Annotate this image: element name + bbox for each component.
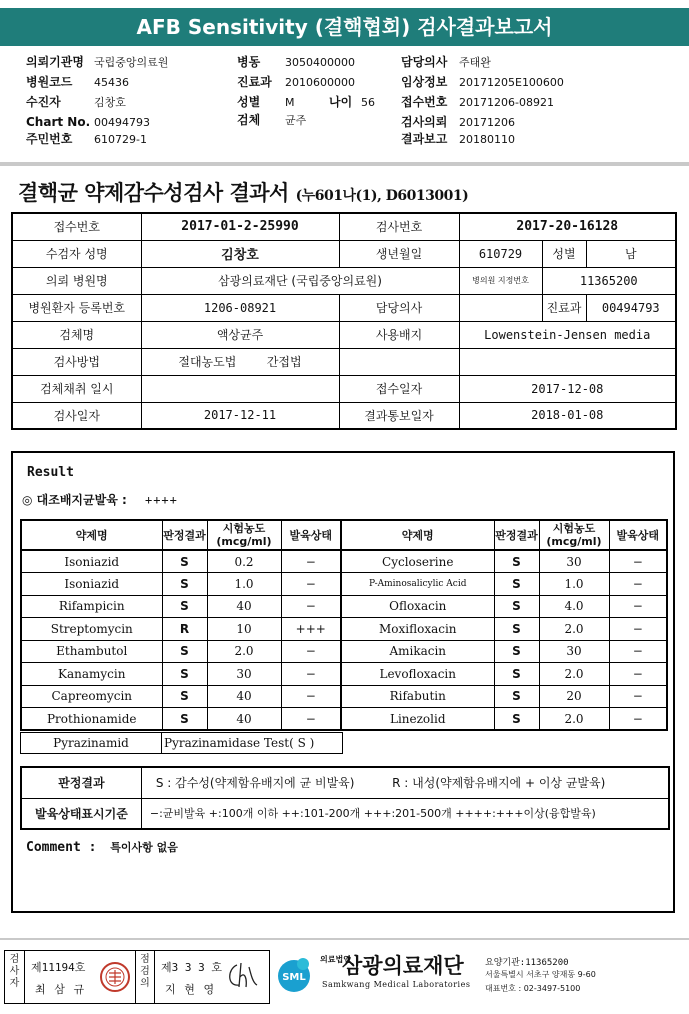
method-label: 검사방법	[12, 348, 141, 375]
drug-drug: Moxifloxacin	[341, 618, 494, 641]
drug-judge: S	[162, 595, 207, 618]
drug-conc: 1.0	[207, 573, 281, 596]
org-en: Samkwang Medical Laboratories	[322, 980, 471, 989]
drug-susceptibility-table	[20, 519, 668, 731]
control-medium-growth	[22, 491, 178, 508]
drug-growth: +++	[281, 618, 341, 641]
drug-judge: S	[162, 550, 207, 573]
legend-judge-label: 판정결과	[21, 767, 141, 798]
header-value: 00494793	[94, 116, 150, 129]
doctor	[459, 294, 542, 321]
header-key: 의뢰기관명	[26, 55, 84, 69]
inspector-label	[5, 951, 25, 1003]
doctor-label: 담당의사	[339, 294, 459, 321]
age-value: 56	[361, 96, 375, 109]
signature-box	[4, 950, 270, 1004]
drug-growth: −	[609, 573, 667, 596]
drug-drug: Levofloxacin	[341, 663, 494, 686]
drug-row	[21, 663, 667, 686]
header-value: 국립중앙의료원	[94, 56, 169, 69]
pyrazinamide-row	[20, 732, 343, 754]
sex: 남	[586, 240, 676, 267]
drug-conc: 40	[207, 685, 281, 708]
col-growth: 발육상태	[281, 520, 341, 550]
legend-table	[20, 766, 670, 830]
header-value: 김창호	[94, 96, 126, 109]
patient-name: 김창호	[141, 240, 339, 267]
inspector-seal-icon	[100, 962, 130, 992]
org-name: 삼광의료재단	[342, 954, 464, 978]
header-key: 수진자	[26, 95, 61, 109]
org-prefix: 의료법인	[320, 955, 351, 964]
inspector-name: 최 삼 규	[35, 983, 86, 996]
drug-drug: Amikacin	[341, 640, 494, 663]
header-value: 610729-1	[94, 133, 147, 146]
drug-conc: 40	[207, 595, 281, 618]
drug-judge: S	[494, 595, 539, 618]
tested-label: 검사일자	[12, 402, 141, 429]
header-key: 임상정보	[401, 75, 448, 89]
drug-conc: 4.0	[539, 595, 609, 618]
received-date: 2017-12-08	[459, 375, 676, 402]
notified-date: 2018-01-08	[459, 402, 676, 429]
header-key: 접수번호	[401, 95, 448, 109]
specimen: 액상균주	[141, 321, 339, 348]
col-growth: 발육상태	[609, 520, 667, 550]
drug-conc: 40	[207, 708, 281, 731]
designated-label: 병의원 지정번호	[459, 267, 542, 294]
pyra-drug: Pyrazinamid	[21, 733, 162, 753]
drug-row	[21, 618, 667, 641]
drug-conc: 10	[207, 618, 281, 641]
header-key: 결과보고	[401, 132, 448, 146]
comment-text: 특이사항 없음	[110, 841, 178, 854]
reg-label: 병원환자 등록번호	[12, 294, 141, 321]
header-key: 검체	[237, 113, 261, 127]
drug-conc: 2.0	[539, 618, 609, 641]
drug-drug: Kanamycin	[21, 663, 162, 686]
sml-logo-icon	[272, 952, 318, 998]
drug-growth: −	[609, 708, 667, 731]
drug-row	[21, 573, 667, 596]
header-value: 20171206	[459, 116, 515, 129]
drug-growth: −	[281, 573, 341, 596]
drug-row	[21, 708, 667, 731]
received-label: 접수일자	[339, 375, 459, 402]
col-judge: 판정결과	[494, 520, 539, 550]
drug-judge: S	[162, 640, 207, 663]
header-key: 병원코드	[26, 75, 73, 89]
result-label: Result	[27, 465, 74, 480]
drug-conc: 20	[539, 685, 609, 708]
org-addr-1: 요양기관:11365200	[485, 958, 569, 968]
header-key: 성별	[237, 95, 261, 109]
drug-judge: S	[494, 550, 539, 573]
header-col3	[401, 55, 601, 155]
tested-date: 2017-12-11	[141, 402, 339, 429]
drug-drug: Cycloserine	[341, 550, 494, 573]
drug-row	[21, 550, 667, 573]
header-separator	[0, 162, 689, 166]
col-judge: 판정결과	[162, 520, 207, 550]
drug-row	[21, 640, 667, 663]
legend-judge-s: S : 감수성(약제함유배지에 균 비발육)	[141, 767, 392, 798]
drug-rows	[21, 550, 667, 730]
drug-drug: Ethambutol	[21, 640, 162, 663]
drug-drug: Rifabutin	[341, 685, 494, 708]
report-banner-title: AFB Sensitivity (결핵협회) 검사결과보고서	[0, 8, 689, 46]
org-addr-2: 서울특별시 서초구 양재동 9-60	[485, 970, 596, 979]
header-value: 2010600000	[285, 76, 355, 89]
patient-label: 수검자 성명	[12, 240, 141, 267]
result-box	[11, 451, 675, 913]
drug-growth: −	[281, 595, 341, 618]
drug-judge: S	[494, 663, 539, 686]
test-no: 2017-20-16128	[459, 213, 676, 240]
header-key: 병동	[237, 55, 261, 69]
drug-growth: −	[609, 595, 667, 618]
comment	[26, 839, 178, 855]
drug-conc: 1.0	[539, 573, 609, 596]
drug-judge: S	[162, 663, 207, 686]
col-conc: 시험농도(mcg/ml)	[207, 520, 281, 550]
reception-no: 2017-01-2-25990	[141, 213, 339, 240]
reviewer-no: 제3 3 3 호	[161, 961, 222, 974]
dob: 610729	[459, 240, 542, 267]
collect	[141, 375, 339, 402]
header-value: 20171205E100600	[459, 76, 564, 89]
test-no-label: 검사번호	[339, 213, 459, 240]
header-value: 주태완	[459, 56, 491, 69]
drug-row	[21, 595, 667, 618]
header-key: 진료과	[237, 75, 272, 89]
drug-judge: S	[494, 573, 539, 596]
patient-info-table	[11, 212, 677, 430]
drug-judge: R	[162, 618, 207, 641]
header-value: 3050400000	[285, 56, 355, 69]
comment-label: Comment :	[26, 840, 97, 855]
header-key: 주민번호	[26, 132, 73, 146]
drug-growth: −	[281, 550, 341, 573]
empty-cell	[339, 348, 459, 375]
header-value: 45436	[94, 76, 129, 89]
drug-drug: P-Aminosalicylic Acid	[341, 573, 494, 596]
drug-conc: 2.0	[207, 640, 281, 663]
drug-drug: Capreomycin	[21, 685, 162, 708]
col-drug: 약제명	[21, 520, 162, 550]
header-key: Chart No.	[26, 115, 91, 129]
drug-conc: 30	[207, 663, 281, 686]
drug-row	[21, 685, 667, 708]
drug-growth: −	[281, 640, 341, 663]
drug-drug: Prothionamide	[21, 708, 162, 731]
drug-judge: S	[494, 708, 539, 731]
logo-mark: SML	[282, 972, 306, 983]
designated-no: 11365200	[542, 267, 676, 294]
drug-growth: −	[281, 708, 341, 731]
empty-cell	[459, 348, 676, 375]
media-label: 사용배지	[339, 321, 459, 348]
reviewer-name: 지 현 영	[165, 983, 216, 996]
drug-judge: S	[162, 708, 207, 731]
hospital-label: 의뢰 병원명	[12, 267, 141, 294]
legend-growth: −:균비발육 +:100개 이하 ++:101-200개 +++:201-500개 ++++:+++이상(융합발육)	[141, 798, 669, 829]
sex-label: 성별	[542, 240, 586, 267]
legend-judge-r: R : 내성(약제함유배지에 + 이상 균발육)	[392, 767, 669, 798]
drug-drug: Rifampicin	[21, 595, 162, 618]
drug-judge: S	[494, 685, 539, 708]
drug-drug: Streptomycin	[21, 618, 162, 641]
age-key: 나이	[329, 95, 353, 109]
drug-judge: S	[494, 640, 539, 663]
header-value: 20180110	[459, 133, 515, 146]
drug-drug: Linezolid	[341, 708, 494, 731]
drug-growth: −	[281, 685, 341, 708]
dept-label: 진료과	[542, 294, 586, 321]
reviewer-label-text: 점검의	[140, 954, 150, 989]
inspector-no: 제11194호	[31, 961, 86, 974]
drug-drug: Isoniazid	[21, 573, 162, 596]
header-value: M	[285, 96, 295, 109]
report-title-code: (누601나(1), D6013001)	[295, 188, 469, 204]
drug-judge: S	[162, 685, 207, 708]
drug-growth: −	[609, 663, 667, 686]
pyra-test: Pyrazinamidase Test( S )	[164, 736, 315, 750]
footer-separator	[0, 938, 689, 940]
control-value: ++++	[144, 493, 178, 507]
drug-judge: S	[162, 573, 207, 596]
org-addr-3: 대표번호 : 02-3497-5100	[485, 984, 581, 993]
drug-growth: −	[609, 618, 667, 641]
drug-drug: Ofloxacin	[341, 595, 494, 618]
report-title	[18, 177, 468, 207]
method-2: 간접법	[266, 355, 302, 369]
dept: 00494793	[586, 294, 676, 321]
drug-conc: 2.0	[539, 708, 609, 731]
method-1: 절대농도법	[178, 355, 237, 369]
header-key: 담당의사	[401, 55, 448, 69]
control-label: ◎ 대조배지균발육 :	[22, 493, 127, 507]
drug-growth: −	[609, 640, 667, 663]
header-col2	[237, 55, 387, 135]
inspector-label-text: 검사자	[9, 954, 20, 989]
media: Lowenstein-Jensen media	[459, 321, 676, 348]
dob-label: 생년월일	[339, 240, 459, 267]
drug-conc: 30	[539, 550, 609, 573]
drug-drug: Isoniazid	[21, 550, 162, 573]
col-conc: 시험농도(mcg/ml)	[539, 520, 609, 550]
drug-conc: 0.2	[207, 550, 281, 573]
reviewer-signature-icon	[223, 957, 263, 995]
specimen-label: 검체명	[12, 321, 141, 348]
reception-no-label: 접수번호	[12, 213, 141, 240]
header-col1	[26, 55, 226, 155]
header-key: 검사의뢰	[401, 115, 448, 129]
header-value: 20171206-08921	[459, 96, 554, 109]
reviewer-label	[135, 951, 155, 1003]
hospital-name: 삼광의료재단 (국립중앙의료원)	[141, 267, 459, 294]
report-title-text: 결핵균 약제감수성검사 결과서	[18, 180, 289, 205]
notified-label: 결과통보일자	[339, 402, 459, 429]
legend-growth-label: 발육상태표시기준	[21, 798, 141, 829]
method	[141, 348, 339, 375]
header-value: 균주	[285, 114, 307, 127]
drug-growth: −	[609, 685, 667, 708]
drug-growth: −	[281, 663, 341, 686]
collect-label: 검체채취 일시	[12, 375, 141, 402]
drug-judge: S	[494, 618, 539, 641]
drug-growth: −	[609, 550, 667, 573]
drug-conc: 30	[539, 640, 609, 663]
drug-conc: 2.0	[539, 663, 609, 686]
reg-no: 1206-08921	[141, 294, 339, 321]
col-drug: 약제명	[341, 520, 494, 550]
